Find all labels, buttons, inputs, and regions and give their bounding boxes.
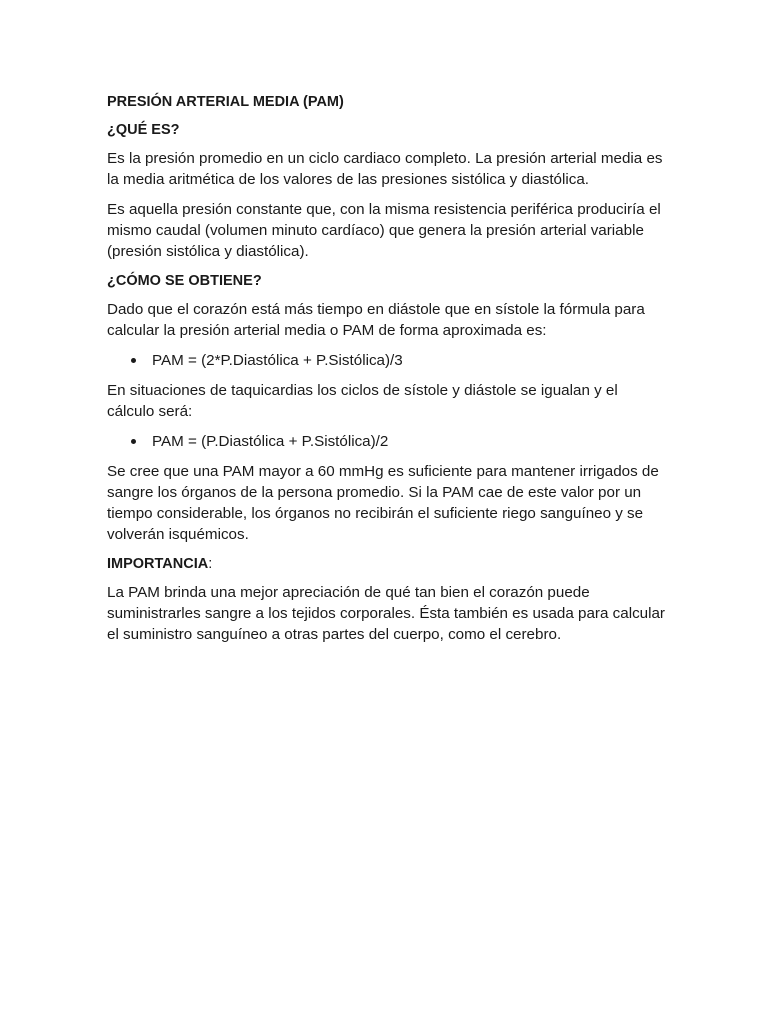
- formula-list-1: [107, 350, 667, 371]
- list-item: [107, 431, 667, 452]
- document-title: PRESIÓN ARTERIAL MEDIA (PAM): [107, 94, 344, 110]
- tachycardia-paragraph: En situaciones de taquicardias los ciclos de sístole y diástole se igualan y el cálculo será:: [107, 382, 618, 420]
- bullet-icon: [131, 358, 136, 363]
- section-heading-como-se-obtiene: ¿CÓMO SE OBTIENE?: [107, 273, 262, 289]
- section-heading-que-es: ¿QUÉ ES?: [107, 122, 180, 138]
- heading-colon: :: [208, 556, 213, 572]
- formula-text: PAM = (2*P.Diastólica + P.Sistólica)/3: [152, 352, 403, 369]
- bullet-icon: [131, 439, 136, 444]
- constant-pressure-paragraph: Es aquella presión constante que, con la misma resistencia periférica produciría el mismo caudal (volumen minuto cardíaco) que genera la presión arterial variable (presión sistólica y diastólica).: [107, 201, 661, 260]
- formula-list-2: [107, 431, 667, 452]
- threshold-paragraph: Se cree que una PAM mayor a 60 mmHg es suficiente para mantener irrigados de sangre los órganos de la persona promedio. Si la PAM cae de este valor por un tiempo considerable, los órganos no recibirán el suficiente riego sanguíneo y se volverán isquémicos.: [107, 463, 659, 543]
- document-page: [107, 92, 667, 654]
- section-heading-importancia: [107, 554, 667, 574]
- formula-intro-paragraph: Dado que el corazón está más tiempo en diástole que en sístole la fórmula para calcular la presión arterial media o PAM de forma aproximada es:: [107, 301, 645, 339]
- importance-paragraph: La PAM brinda una mejor apreciación de qué tan bien el corazón puede suministrarles sangre a los tejidos corporales. Ésta también es usada para calcular el suministro sanguíneo a otras partes del cuerpo, como el cerebro.: [107, 584, 665, 643]
- list-item: [107, 350, 667, 371]
- importancia-label: IMPORTANCIA: [107, 556, 209, 572]
- definition-paragraph: Es la presión promedio en un ciclo cardiaco completo. La presión arterial media es la media aritmética de los valores de las presiones sistólica y diastólica.: [107, 150, 663, 188]
- formula-text: PAM = (P.Diastólica + P.Sistólica)/2: [152, 433, 389, 450]
